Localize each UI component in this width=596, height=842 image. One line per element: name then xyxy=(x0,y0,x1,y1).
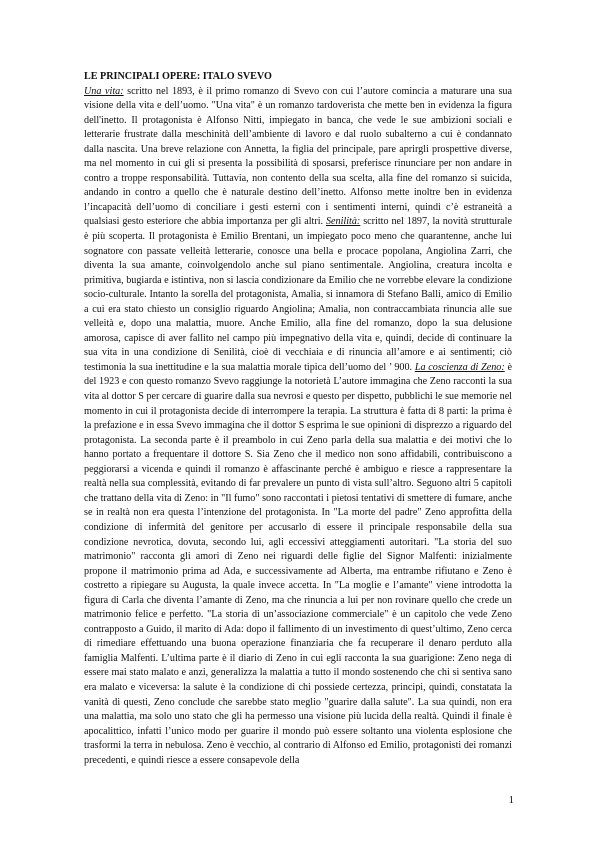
page-number: 1 xyxy=(508,794,514,806)
work-title-senilita: Senilità: xyxy=(325,216,361,228)
body-paragraph xyxy=(84,85,512,769)
page-body xyxy=(84,70,512,768)
work-title-una-vita: Una vita: xyxy=(84,85,124,97)
work-text-senilita: scritto nel 1897, la novità strutturale è più scoperta. Il protagonista è Emilio Brentani, un impiegato poco meno che quarantenne, anche lui sognatore con passate velleità letterarie, conosce una bella e procace popolana, Angiolina Zarri, che diventa la sua amante, coinvolgendolo anche sul piano sentimentale. Angiolina, creatura incolta e primitiva, bugiarda e istintiva, non si lascia condizionare da Emilio che ne vorrebbe elevare la condizione socio-culturale. Intanto la sorella del protagonista, Amalia, si innamora di Stefano Balli, amico di Emilio a cui era stato chiesto un consiglio riguardo Angiolina; Amalia, non contraccambiata rinuncia alle sue velleità e, dopo una malattia, muore. Anche Emilio, alla fine del romanzo, dopo la sua delusione amorosa, capisce di aver fallito nel campo più impegnativo della vita e, quindi, decide di continuare la sua vita in una condizione di Senilità, cioè di vecchiaia e di rinuncia all’amore e ai sentimenti; ciò testimonia la sua inettitudine e la sua malattia morale tipica dell’uomo del ’ 900. xyxy=(84,216,512,373)
work-title-coscienza-di-zeno: La coscienza di Zeno: xyxy=(414,361,505,373)
work-text-una-vita: scritto nel 1893, è il primo romanzo di Svevo con cui l’autore comincia a maturare una sua visione della vita e dell’uomo. "Una vita" è un romanzo tardoverista che mette ben in evidenza la figura dell'inetto. Il protagonista è Alfonso Nitti, impiegato in banca, che vede le sue ambizioni sociali e letterarie frustrate dalla meschinità dell’ambiente di lavoro e dal ruolo subalterno a cui è condannato dalla nascita. Una breve relazione con Annetta, la figlia del principale, pare aprirgli prospettive diverse, ma nel momento in cui gli si presenta la possibilità di sposarsi, preferisce rinunciare per non andare in contro a troppe responsabilità. Tuttavia, non contento della sua scelta, alla fine del romanzo si suicida, andando in contro a quello che è naturale destino dell’inetto. Alfonso mette inoltre ben in evidenza l’incapacità dell’uomo di conciliare i gesti esterni con i sentimenti interni, quindi c’è estraneità a qualsiasi gesto esteriore che abbia importanza per gli altri. xyxy=(84,85,512,228)
work-text-coscienza-di-zeno: è del 1923 e con questo romanzo Svevo raggiunge la notorietà L’autore immagina che Zeno racconti la sua vita al dottor S per cercare di guarire dalla sua nevrosi e questo per dispetto, pubblichi le sue memorie nel momento in cui il protagonista decide di interrompere la terapia. La struttura è fatta di 8 parti: la prima è la prefazione e in essa Svevo immagina che il dottor S esprima le sue opinioni di disprezzo a riguardo del protagonista. La seconda parte è il preambolo in cui Zeno parla della sua malattia e dei motivi che lo hanno portato a frequentare il dottore S. Sia Zeno che il medico non sono affidabili, contribuiscono a peggiorarsi a vicenda e quindi il romanzo è affascinante perché è ambiguo e riesce a rappresentare la realtà nella sua complessità, evitando di far prevalere un punto di vista sull’altro. Seguono altri 5 capitoli che trattano della vita di Zeno: in "Il fumo" sono raccontati i pietosi tentativi di smettere di fumare, anche se in realtà non era questa l’intenzione del protagonista. In "La morte del padre" Zeno approfitta della condizione di infermità del genitore per accusarlo di essere il principale responsabile della sua condizione nevrotica, dovuta, secondo lui, agli eccessivi atteggiamenti autoritari. "La storia del suo matrimonio" racconta gli amori di Zeno nei riguardi delle figlie del Signor Malfenti: inizialmente propone il matrimonio prima ad Ada, e successivamente ad Alberta, ma entrambe rifiutano e Zeno è costretto a ripiegare su Augusta, la quale invece accetta. In "La moglie e l’amante" viene introdotta la figura di Carla che diventa l’amante di Zeno, ma che rinuncia a lui per non rovinare quello che crede un matrimonio felice e perfetto. "La storia di un’associazione commerciale" è un capitolo che vede Zeno contrapposto a Guido, il marito di Ada: dopo il fallimento di un investimento di quest’ultimo, Zeno cerca di rimediare effettuando una buona operazione finanziaria che fa recuperare il denaro perduto alla famiglia Malfenti. L’ultima parte è il diario di Zeno in cui egli racconta la sua guarigione: Zeno nega di essere mai stato malato e anzi, generalizza la malattia a tutto il mondo sostenendo che chi si sentiva sano era malato e viceversa: la salute è la condizione di chi possiede certezza, principi, quindi, constatata la vanità di questi, Zeno conclude che sarebbe stato meglio "guarire dalla salute". La sua quindi, non era una malattia, ma solo uno stato che gli ha permesso una visione più lucida della realtà. Quindi il finale è apocalittico, infatti l’unico modo per guarire il mondo può essere soltanto una violenta esplosione che trasformi la terra in nebulosa. Zeno è vecchio, al contrario di Alfonso ed Emilio, protagonisti dei romanzi precedenti, e quindi riesce a essere consapevole della xyxy=(84,361,512,766)
document-title: LE PRINCIPALI OPERE: ITALO SVEVO xyxy=(84,71,272,82)
